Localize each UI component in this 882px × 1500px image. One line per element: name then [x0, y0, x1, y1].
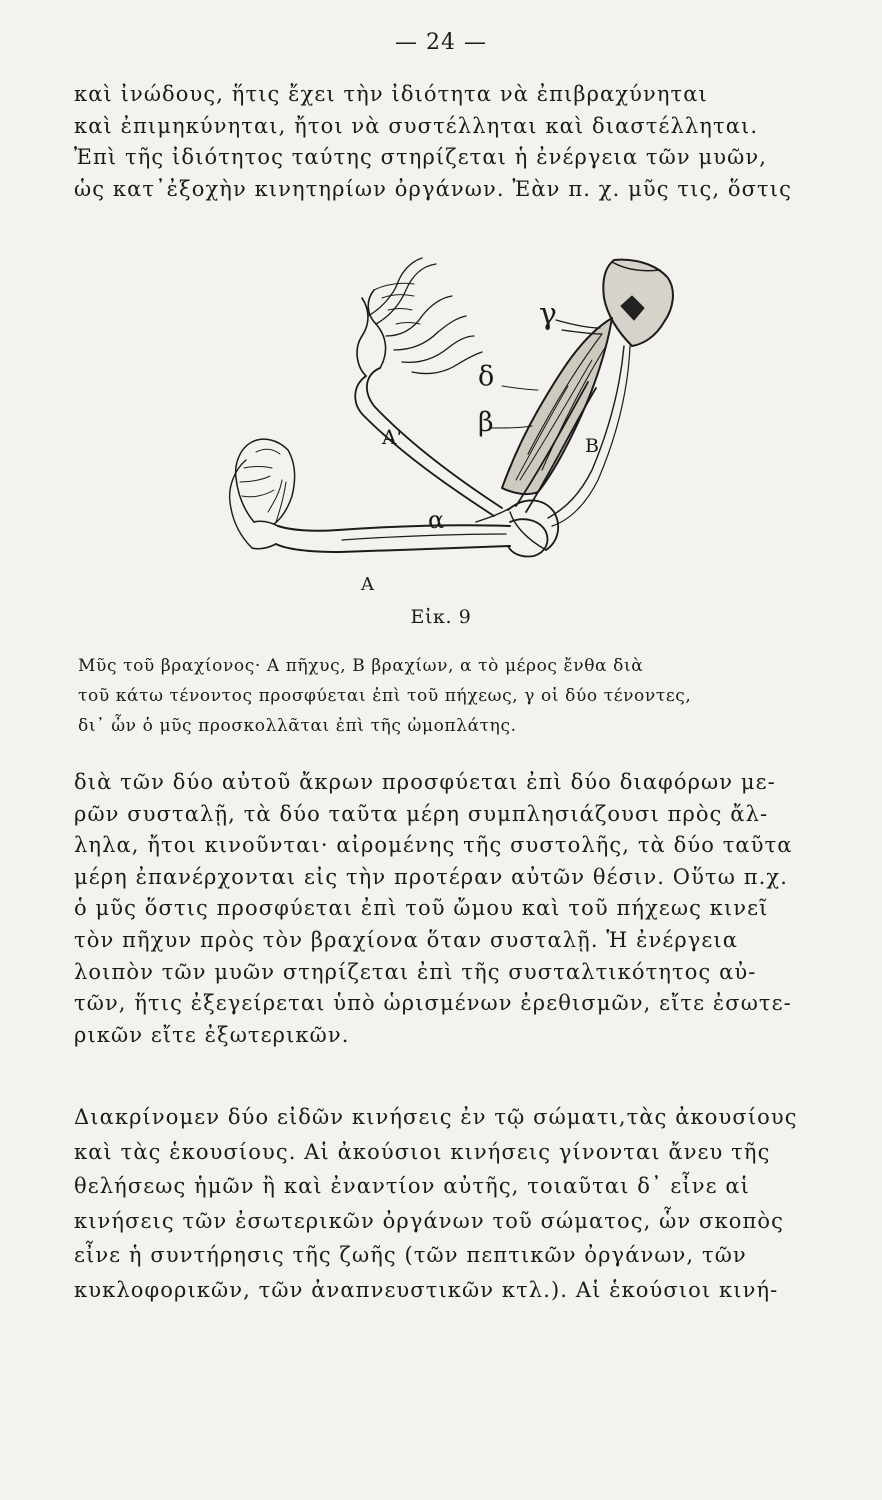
figure-caption-title: Εἰκ. 9 [410, 606, 472, 628]
bottom-paragraph [74, 1100, 824, 1308]
figure-label-gamma: γ [539, 297, 557, 332]
text-line: καὶ ἐπιμηκύνηται, ἤτοι νὰ συστέλληται καὶ διαστέλληται. [74, 113, 759, 138]
text-line: καὶ ἰνώδους, ἥτις ἔχει τὴν ἰδιότητα νὰ ἐπιβραχύνηται [74, 82, 708, 106]
figure-label-a-prime: A' [382, 425, 402, 449]
caption-line: δι᾽ ὧν ὁ μῦς προσκολλᾶται ἐπὶ τῆς ὠμοπλάτης. [78, 716, 517, 736]
text-line: Διακρίνομεν δύο εἰδῶν κινήσεις ἐν τῷ σώματι,τὰς ἀκουσίους [74, 1105, 798, 1129]
text-line: ὁ μῦς ὅστις προσφύεται ἐπὶ τοῦ ὤμου καὶ τοῦ πήχεως κινεῖ [74, 896, 769, 921]
text-line: ὡς κατ᾽ἐξοχὴν κινητηρίων ὀργάνων. Ἐὰν π. χ. μῦς τις, ὅστις [74, 176, 792, 201]
text-line: Ἐπὶ τῆς ἰδιότητος ταύτης στηρίζεται ἡ ἐνέργεια τῶν μυῶν, [74, 145, 767, 169]
page-number: — 24 — [395, 30, 487, 55]
text-line: ρῶν συσταλῇ, τὰ δύο ταῦτα μέρη συμπλησιάζουσι πρὸς ἄλ- [74, 801, 769, 826]
figure-label-a: A [361, 574, 374, 595]
text-line: τὸν πῆχυν πρὸς τὸν βραχίονα ὅταν συσταλῇ. Ἡ ἐνέργεια [74, 927, 739, 952]
text-line: λοιπὸν τῶν μυῶν στηρίζεται ἐπὶ τῆς συσταλτικότητος αὐ- [74, 959, 757, 984]
arm-illustration [216, 250, 688, 600]
text-line: μέρη ἐπανέρχονται εἰς τὴν προτέραν αὐτῶν θέσιν. Οὕτω π.χ. [74, 864, 788, 889]
text-line: τῶν, ἥτις ἐξεγείρεται ὑπὸ ὡρισμένων ἐρεθισμῶν, εἴτε ἐσωτε- [74, 991, 792, 1016]
figure-label-delta: δ [478, 361, 495, 392]
text-line: διὰ τῶν δύο αὐτοῦ ἄκρων προσφύεται ἐπὶ δύο διαφόρων με- [74, 770, 776, 794]
figure-label-beta: β [478, 407, 494, 438]
top-paragraph [74, 79, 824, 205]
caption-line: Μῦς τοῦ βραχίονος· Α πῆχυς, Β βραχίων, α τὸ μέρος ἔνθα διὰ [78, 656, 644, 676]
text-line: ληλα, ἤτοι κινοῦνται· αἰρομένης τῆς συστολῆς, τὰ δύο ταῦτα [74, 833, 793, 858]
figure-label-alpha: α [428, 506, 445, 534]
figure-label-b: B [585, 435, 599, 457]
middle-paragraph [74, 767, 824, 1051]
text-line: καὶ τὰς ἑκουσίους. Αἱ ἀκούσιοι κινήσεις γίνονται ἄνευ τῆς [74, 1139, 771, 1164]
arm-muscle-figure [216, 250, 688, 600]
text-line: θελήσεως ἡμῶν ἢ καὶ ἐναντίον αὐτῆς, τοιαῦται δ᾽ εἶνε αἱ [74, 1174, 750, 1199]
text-line: κινήσεις τῶν ἐσωτερικῶν ὀργάνων τοῦ σώματος, ὧν σκοπὸς [74, 1208, 784, 1233]
caption-line: τοῦ κάτω τένοντος προσφύεται ἐπὶ τοῦ πήχεως, γ οἱ δύο τένοντες, [78, 686, 692, 706]
figure-caption [78, 651, 824, 741]
text-line: κυκλοφορικῶν, τῶν ἀναπνευστικῶν κτλ.). Αἱ ἑκούσιοι κινή- [74, 1277, 779, 1302]
text-line: ρικῶν εἴτε ἐξωτερικῶν. [74, 1022, 350, 1047]
text-line: εἶνε ἡ συντήρησις τῆς ζωῆς (τῶν πεπτικῶν ὀργάνων, τῶν [74, 1243, 747, 1268]
